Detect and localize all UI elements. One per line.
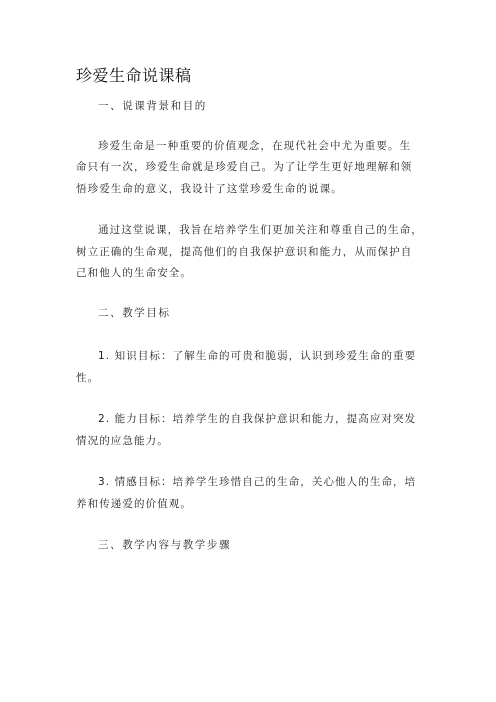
goal-line: 3. 情感目标：培养学生珍惜自己的生命，关心他人的生命，培	[98, 476, 417, 488]
section-heading-goals: 二、教学目标	[98, 307, 171, 319]
section-heading-content: 三、教学内容与教学步骤	[98, 539, 232, 551]
paragraph-line: 珍爱生命是一种重要的价值观念，在现代社会中尤为重要。生	[98, 140, 412, 152]
goal-line: 1. 知识目标：了解生命的可贵和脆弱，认识到珍爱生命的重要	[98, 350, 417, 362]
section-heading-background: 一、说课背景和目的	[98, 100, 207, 112]
paragraph-line: 己和他人的生命安全。	[76, 267, 192, 279]
paragraph-line: 通过这堂说课，我旨在培养学生们更加关注和尊重自己的生命，	[98, 224, 423, 236]
goal-line: 情况的应急能力。	[76, 435, 169, 447]
goal-line: 性。	[76, 372, 100, 384]
paragraph-line: 树立正确的生命观，提高他们的自我保护意识和能力，从而保护自	[76, 246, 413, 258]
document-title: 珍爱生命说课稿	[76, 66, 192, 85]
paragraph-line: 悟珍爱生命的意义，我设计了这堂珍爱生命的说课。	[76, 183, 343, 195]
goal-line: 2. 能力目标：培养学生的自我保护意识和能力，提高应对突发	[98, 413, 417, 425]
paragraph-line: 命只有一次，珍爱生命就是珍爱自己。为了让学生更好地理解和领	[76, 161, 413, 173]
goal-line: 养和传递爱的价值观。	[76, 498, 192, 510]
